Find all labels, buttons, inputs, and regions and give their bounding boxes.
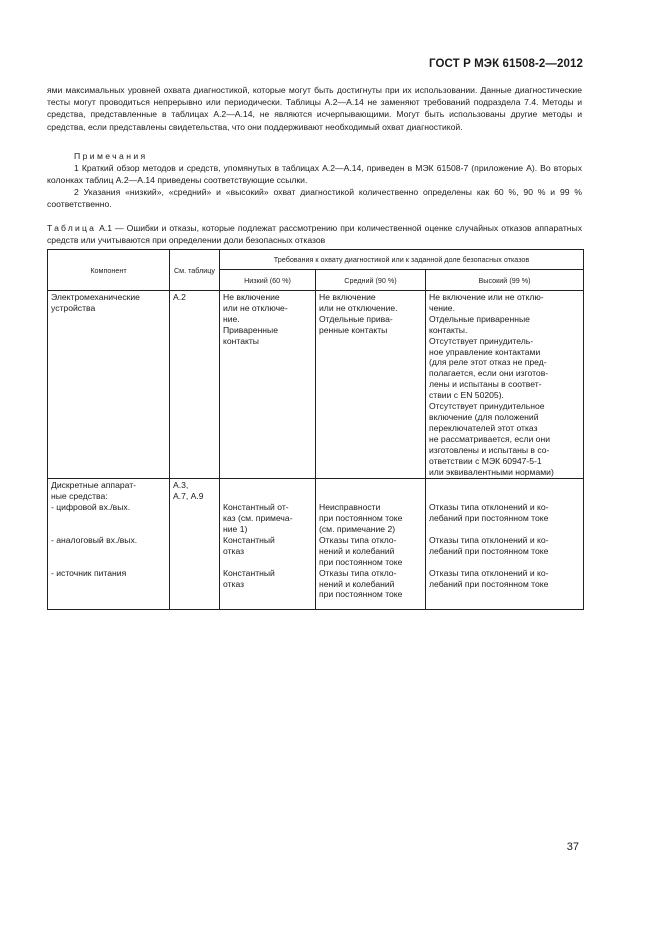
cell-line: не рассматривается, если они xyxy=(429,433,550,444)
cell-line xyxy=(223,480,312,491)
cell-line xyxy=(51,524,166,535)
cell-line: Константный от- xyxy=(223,502,289,513)
cell-line: Отказы типа отклонений и ко- xyxy=(429,502,549,513)
cell-line xyxy=(429,557,580,568)
cell-line: ное управление контактами xyxy=(429,346,541,357)
cell-line xyxy=(429,491,580,502)
header-medium: Средний (90 %) xyxy=(316,270,426,291)
cell-line: Отдельные приваренные xyxy=(429,313,530,324)
cell-high xyxy=(426,479,584,610)
cell-component xyxy=(48,479,170,610)
cell-line: при постоянном токе xyxy=(319,513,403,524)
cell-line: Отсутствует принудитель- xyxy=(429,335,534,346)
cell-line: отказ xyxy=(223,545,245,556)
cell-line: А.7, А.9 xyxy=(173,491,204,502)
header-requirements: Требования к охвату диагностикой или к заданной доле безопасных отказов xyxy=(220,250,584,270)
cell-line: А.3, xyxy=(173,480,189,491)
cell-line xyxy=(223,491,312,502)
cell-line xyxy=(51,546,166,557)
cell-line: лебаний при постоянном токе xyxy=(429,513,549,524)
table-caption-label: Таблица xyxy=(47,223,97,233)
cell-line: Не включение xyxy=(223,292,280,302)
cell-line: изготовлены и испытаны в со- xyxy=(429,444,550,455)
header-component: Компонент xyxy=(48,250,170,291)
header-see-table: См. таблицу xyxy=(170,250,220,291)
cell-line: лены и испытаны в соответ- xyxy=(429,379,542,390)
cell-line: А.2 xyxy=(173,292,186,302)
intro-paragraph xyxy=(47,84,582,133)
cell-line: ние. xyxy=(223,313,240,324)
cell-line: чение. xyxy=(429,302,455,313)
cell-line: ние 1) xyxy=(223,524,248,534)
cell-line: Отказы типа откло- xyxy=(319,534,397,545)
cell-line: контакты xyxy=(223,335,259,346)
cell-line: нений и колебаний xyxy=(319,578,395,589)
cell-line: (см. примечание 2) xyxy=(319,524,396,534)
cell-line: при постоянном токе xyxy=(319,589,403,600)
cell-line: при постоянном токе xyxy=(319,556,403,567)
cell-line: лебаний при постоянном токе xyxy=(429,545,549,556)
page-number: 37 xyxy=(566,841,579,853)
cell-medium xyxy=(316,291,426,479)
cell-line: Дискретные аппарат- xyxy=(51,480,137,491)
cell-line: или эквивалентными нормами) xyxy=(429,466,554,477)
cell-line xyxy=(51,513,166,524)
table-row xyxy=(48,291,584,479)
cell-line: Отсутствует принудительное xyxy=(429,401,545,412)
cell-line: или не отключе- xyxy=(223,302,288,313)
cell-line: ответствии с МЭК 60947-5-1 xyxy=(429,455,542,466)
cell-line: Электромеханические xyxy=(51,292,140,302)
cell-line: Константный xyxy=(223,567,275,578)
header-low: Низкий (60 %) xyxy=(220,270,316,291)
cell-line: Отдельные прива- xyxy=(319,313,393,324)
cell-line: - цифровой вх./вых. xyxy=(51,502,131,513)
note-1: 1 Краткий обзор методов и средств, упомянутых в таблицах А.2—А.14, приведен в МЭК 61508-7 (приложение А). Во вторых колонках таблиц А.2—А.14 приведены соответствующие ссылки. xyxy=(47,163,582,186)
cell-line: Не включение xyxy=(319,292,376,302)
cell-line xyxy=(429,480,580,491)
cell-line: отказ xyxy=(223,578,245,589)
cell-line xyxy=(51,557,166,568)
note-2: 2 Указания «низкий», «средний» и «высокий» охват диагностикой количественно определены как 60 %, 90 % и 99 % соответственно. xyxy=(47,187,582,210)
cell-medium xyxy=(316,479,426,610)
cell-line: Отказы типа отклонений и ко- xyxy=(429,567,549,578)
table-caption-text: А.1 — Ошибки и отказы, которые подлежат рассмотрению при количественной оценке случайных отказов аппаратных средств или учитываются при определении доли безопасных отказов xyxy=(47,223,582,246)
cell-line: Неисправности xyxy=(319,502,381,513)
cell-line: Приваренные xyxy=(223,324,279,335)
cell-low xyxy=(220,479,316,610)
document-header-title: ГОСТ Р МЭК 61508-2—2012 xyxy=(429,58,583,70)
cell-line: ствии с EN 50205). xyxy=(429,390,504,401)
cell-low xyxy=(220,291,316,479)
cell-line xyxy=(223,557,312,568)
cell-see-table xyxy=(170,479,220,610)
cell-line: контакты. xyxy=(429,324,468,335)
cell-line xyxy=(319,491,422,502)
header-high: Высокий (99 %) xyxy=(426,270,584,291)
cell-line xyxy=(319,480,422,491)
cell-component xyxy=(48,291,170,479)
cell-line: - источник питания xyxy=(51,567,127,578)
failure-table xyxy=(47,249,584,610)
cell-line: ренные контакты xyxy=(319,324,388,335)
cell-line: нений и колебаний xyxy=(319,545,395,556)
intro-text: ями максимальных уровней охвата диагностикой, которые могут быть достигнуты при их использовании. Данные диагностические тесты могут проводиться непрерывно или периодически. Таблицы А.2—А.14 не заменяют требований подраздела 7.4. Методы и средства, представленные в таблицах А.2—А.14, не являются исчерпывающими. Могут быть использованы другие методы и средства, если представлены свидетельства, что они поддерживают необходимый охват диагностикой. xyxy=(47,85,582,132)
cell-line: (для реле этот отказ не пред- xyxy=(429,357,547,368)
cell-line: устройства xyxy=(51,302,96,313)
cell-line: - аналоговый вх./вых. xyxy=(51,534,138,545)
table-caption xyxy=(47,222,582,246)
cell-line: каз (см. примеча- xyxy=(223,513,293,524)
cell-line: включение (для положений xyxy=(429,411,539,422)
cell-line: ные средства: xyxy=(51,491,108,502)
cell-line: переключателей этот отказ xyxy=(429,422,538,433)
cell-high xyxy=(426,291,584,479)
cell-line: полагается, если они изготов- xyxy=(429,368,549,379)
cell-see-table xyxy=(170,291,220,479)
notes-heading: Примечания xyxy=(74,151,148,161)
cell-line: Отказы типа отклонений и ко- xyxy=(429,534,549,545)
table-row xyxy=(48,479,584,610)
cell-line xyxy=(429,524,580,535)
cell-line: Отказы типа откло- xyxy=(319,567,397,578)
cell-line: Константный xyxy=(223,534,275,545)
cell-line: лебаний при постоянном токе xyxy=(429,578,549,589)
cell-line: или не отключение. xyxy=(319,302,398,313)
cell-line: Не включение или не отклю- xyxy=(429,292,544,302)
